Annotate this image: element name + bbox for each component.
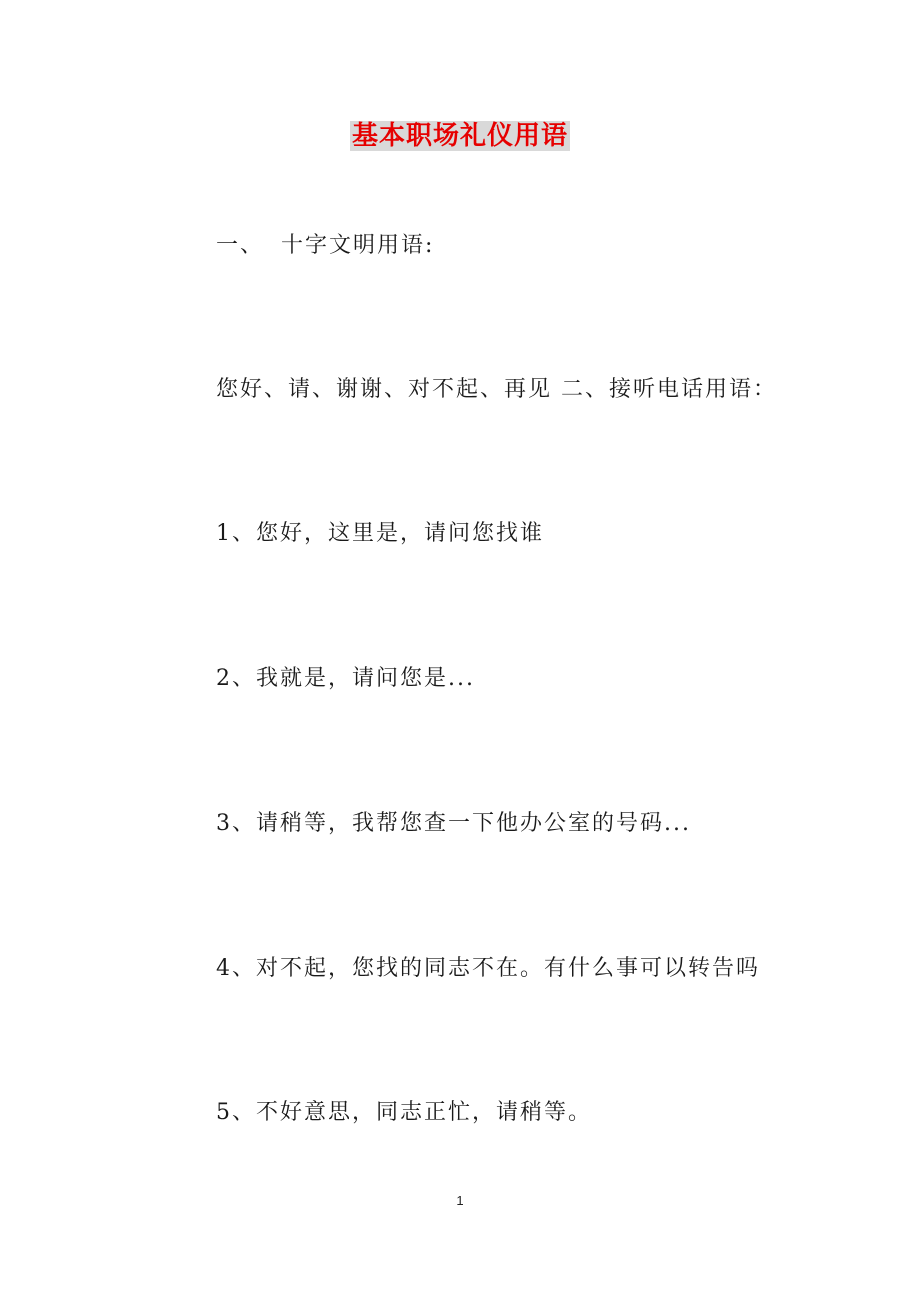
list-item: 4、对不起，您找的同志不在。有什么事可以转告吗 <box>216 956 760 981</box>
document-title-block <box>0 116 920 156</box>
document-title: 基本职场礼仪用语 <box>351 121 568 151</box>
section-label: 十字文明用语: <box>281 233 435 258</box>
list-item: 2、我就是，请问您是... <box>216 666 475 691</box>
list-item: 3、请稍等，我帮您查一下他办公室的号码... <box>216 811 691 836</box>
list-item: 1、您好，这里是，请问您找谁 <box>216 521 544 546</box>
greetings-line: 您好、请、谢谢、对不起、再见 二、接听电话用语： <box>216 377 777 402</box>
section-heading <box>216 231 434 261</box>
section-number: 一、 <box>216 233 265 258</box>
page-number: 1 <box>456 1193 464 1208</box>
list-item: 5、不好意思，同志正忙，请稍等。 <box>216 1100 592 1125</box>
